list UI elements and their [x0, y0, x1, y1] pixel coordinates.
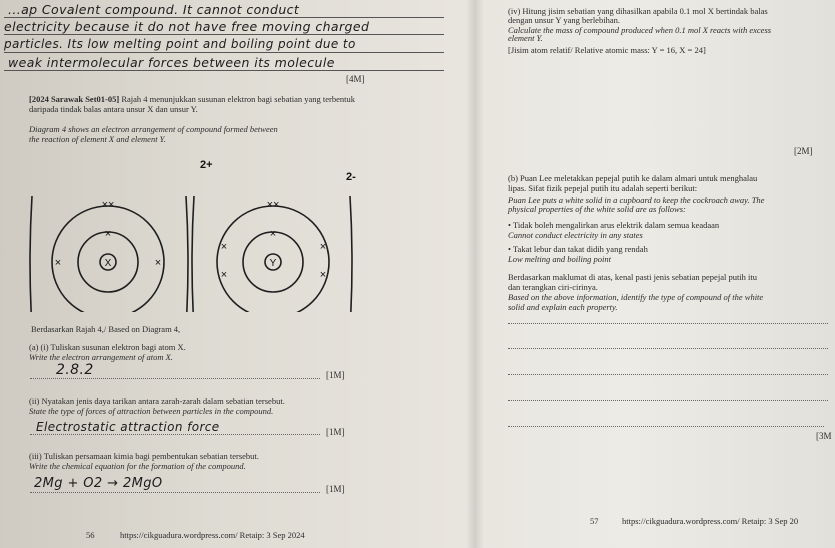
x-bracket-right [186, 196, 188, 312]
qb-instruction-malay-1: Berdasarkan maklumat di atas, kenal pasti jenis sebatian pepejal putih itu [508, 272, 758, 282]
qa-i-mark: [1M] [326, 370, 345, 380]
svg-text:×: × [220, 269, 228, 281]
qa-ii-malay: (ii) Nyatakan jenis daya tarikan antara zarah-zarah dalam sebatian tersebut. [29, 396, 285, 406]
y-bracket-right [350, 196, 352, 312]
qb-instruction-english-1: Based on the above information, identify the type of compound of the white [508, 292, 764, 302]
qa-iii-malay: (iii) Tuliskan persamaan kimia bagi pembentukan sebatian tersebut. [29, 451, 259, 461]
qb-answer-line [508, 323, 828, 324]
handwritten-answer-line-2: electricity because it do not have free moving charged [4, 19, 370, 34]
book-fold [466, 0, 484, 548]
qb-answer-line [508, 426, 824, 427]
qa-ii-english: State the type of forces of attraction between particles in the compound. [29, 406, 274, 416]
right-page-number: 57 [590, 516, 599, 526]
source-tag: [2024 Sarawak Set01-05] [29, 94, 120, 104]
qa-iii-mark: [1M] [326, 484, 345, 494]
question-intro [29, 94, 359, 114]
property-2-malay: • Takat lebur dan takat didih yang rendah [508, 244, 648, 254]
qa-ii-answer: Electrostatic attraction force [36, 420, 220, 434]
x-charge: 2+ [200, 159, 213, 171]
q-iv-relative-atomic-mass: [Jisim atom relatif/ Relative atomic mass: Y = 16, X = 24] [508, 45, 706, 55]
qa-i-answer-line [30, 378, 320, 379]
based-on-diagram: Berdasarkan Rajah 4,/ Based on Diagram 4, [31, 324, 181, 334]
qa-i-malay: (a) (i) Tuliskan susunan elektron bagi atom X. [29, 342, 186, 352]
y-symbol: Y [269, 258, 277, 269]
intro-malay: Rajah 4 menunjukkan susunan elektron bagi sebatian yang terbentuk daripada tindak balas antara unsur X dan unsur Y. [29, 94, 356, 114]
answer-line [4, 52, 444, 53]
handwritten-answer-line-3: particles. Its low melting point and boiling point due to [4, 37, 356, 51]
left-footer-url: https://cikguadura.wordpress.com/ Retaip: 3 Sep 2024 [120, 530, 305, 540]
q-iv-malay-2: dengan unsur Y yang berlebihan. [508, 15, 620, 25]
qb-malay-1: (b) Puan Lee meletakkan pepejal putih ke dalam almari untuk menghalau [508, 173, 758, 183]
q-iv-mark: [2M] [794, 146, 813, 156]
q-iv-malay-1: (iv) Hitung jisim sebatian yang dihasilkan apabila 0.1 mol X bertindak balas [508, 6, 768, 16]
qb-english-2: physical properties of the white solid are as follows: [508, 204, 686, 214]
y-electrons-right: × [319, 241, 327, 253]
qa-iii-answer: 2Mg + O2 → 2MgO [34, 476, 163, 491]
intro-english: Diagram 4 shows an electron arrangement of compound formed between the reaction of element X and element Y. [29, 124, 278, 144]
y-charge: 2- [346, 171, 356, 183]
q-iv-english-2: element Y. [508, 33, 543, 43]
property-1-malay: • Tidak boleh mengalirkan arus elektrik dalam semua keadaan [508, 220, 720, 230]
qb-answer-line [508, 374, 828, 375]
qa-i-answer: 2.8.2 [56, 362, 94, 378]
q-iv-english-1: Calculate the mass of compound produced when 0.1 mol X reacts with excess [508, 25, 772, 35]
y-bracket-left [192, 196, 194, 312]
qb-instruction-malay-2: dan terangkan ciri-cirinya. [508, 282, 598, 292]
qb-answer-line [508, 348, 828, 349]
x-bracket-left [30, 196, 32, 312]
qa-iii-answer-line [30, 492, 320, 493]
answer-line [4, 17, 444, 18]
qb-malay-2: lipas. Sifat fizik pepejal putih itu adalah seperti berikut: [508, 183, 698, 193]
property-2-english: Low melting and boiling point [508, 254, 611, 264]
right-footer-url: https://cikguadura.wordpress.com/ Retaip: 3 Sep 20 [622, 516, 799, 526]
x-electron-left: × [54, 257, 62, 269]
qb-instruction-english-2: solid and explain each property. [508, 302, 618, 312]
qb-answer-line [508, 400, 828, 401]
y-electrons-left: × [220, 241, 228, 253]
property-1-english: Cannot conduct electricity in any states [508, 230, 643, 240]
x-electron-right: × [154, 257, 162, 269]
qa-ii-answer-line [30, 434, 320, 435]
handwritten-answer-line-1: ...ap Covalent compound. It cannot conduct [8, 2, 300, 17]
answer-line [4, 70, 444, 71]
x-shell1-electron: × [104, 228, 112, 240]
x-shell2-electrons: ×× [101, 199, 115, 211]
answer-line [4, 34, 444, 35]
x-symbol: X [104, 258, 112, 269]
electron-diagram [28, 150, 358, 312]
left-page-number: 56 [86, 530, 95, 540]
qb-mark: [3M [816, 431, 832, 441]
y-shell1-electron: × [269, 228, 277, 240]
handwritten-answer-line-4: weak intermolecular forces between its molecule [8, 55, 335, 70]
qa-iii-english: Write the chemical equation for the formation of the compound. [29, 461, 246, 471]
qa-ii-mark: [1M] [326, 427, 345, 437]
svg-text:×: × [319, 269, 327, 281]
y-shell2-electrons-top: ×× [266, 199, 280, 211]
answer-mark: [4M] [346, 74, 365, 84]
qb-english-1: Puan Lee puts a white solid in a cupboard to keep the cockroach away. The [508, 195, 765, 205]
qa-i-english: Write the electron arrangement of atom X. [29, 352, 173, 362]
